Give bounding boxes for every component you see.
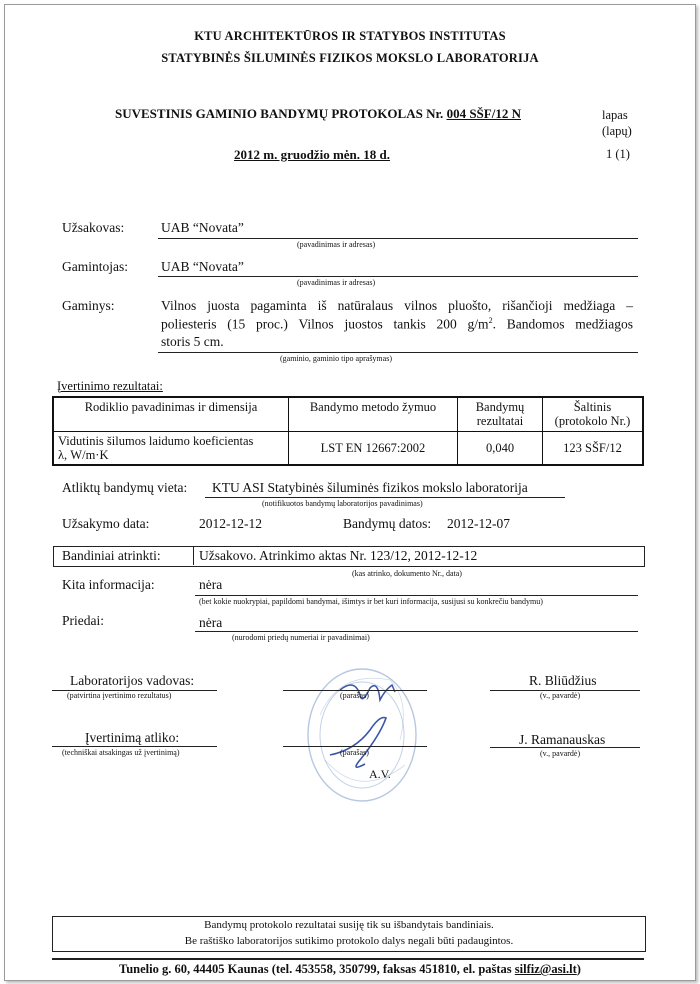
client-caption: (pavadinimas ir adresas) [297,240,376,249]
results-title: Įvertinimo rezultatai: [57,379,163,393]
performer-name: J. Ramanauskas [519,732,606,747]
header-result-line1: Bandymų [475,400,525,414]
test-dates-label: Bandymų datos: [343,516,432,531]
results-header-row [53,397,643,432]
performer-signature-line [283,746,427,747]
test-dates-value: 2012-12-07 [447,516,510,531]
cell-result: 0,040 [458,432,543,466]
footer-email[interactable]: silfiz@asi.lt [514,962,577,976]
client-label: Užsakovas: [62,220,125,235]
other-info-label: Kita informacija: [62,577,155,592]
header-indicator-text: Rodiklio pavadinimas ir dimensija [84,400,258,414]
header-method [289,397,458,432]
other-info-line [195,595,638,596]
sampling-value: Užsakovo. Atrinkimo aktas Nr. 123/12, 2012-12-12 [199,548,478,563]
head-caption: (patvirtina įvertinimo rezultatus) [67,691,172,700]
header-source [543,397,644,432]
notice-line-2: Be raštiško laboratorijos sutikimo protokolo dalys negali būti padaugintos. [184,935,514,947]
sampling-caption: (kas atrinko, dokumento Nr., data) [352,569,462,578]
product-caption: (gaminio, gaminio tipo aprašymas) [280,354,392,363]
protocol-title [115,106,521,122]
client-value: UAB “Novata” [161,220,244,235]
attachments-line [195,631,638,632]
manufacturer-value: UAB “Novata” [161,259,244,274]
performer-sign-caption: (parašas) [340,748,369,757]
institute-name: KTU ARCHITEKTŪROS IR STATYBOS INSTITUTAS [194,29,506,43]
order-date-label: Užsakymo data: [62,516,150,531]
product-line-2b: . Bandomos medžiagos [492,316,633,332]
other-info-caption: (bet kokie nuokrypiai, papildomi bandymai, išimtys ir bet kuri informacija, susijusi su konkrečiu bandymu) [199,597,543,606]
pages-label: (lapų) [602,124,632,138]
results-row [53,432,643,466]
performer-caption: (techniškai atsakingas už įvertinimą) [62,748,180,757]
head-name-caption: (v., pavardė) [540,691,581,700]
manufacturer-caption: (pavadinimas ir adresas) [297,278,376,287]
stamp-place-mark: A.V. [369,767,391,781]
attachments-caption: (nurodomi priedų numeriai ir pavadinimai) [232,633,370,642]
header-method-text: Bandymo metodo žymuo [309,400,437,414]
header-source-line2: (protokolo Nr.) [554,414,631,428]
sampling-divider [193,546,194,565]
cell-method: LST EN 12667:2002 [289,432,458,466]
attachments-value: nėra [199,615,223,630]
manufacturer-label: Gamintojas: [62,259,128,274]
official-stamp [300,660,430,810]
product-line-3: storis 5 cm. [161,334,224,349]
product-label: Gaminys: [62,298,115,313]
notice-line-1: Bandymų protokolo rezultatai susiję tik su išbandytais bandiniais. [204,919,494,931]
product-line-2a: poliesteris (15 proc.) Vilnos juostos tankis 200 g/m [161,316,489,332]
results-table [52,396,644,466]
other-info-value: nėra [199,577,223,592]
header-indicator [53,397,289,432]
head-name: R. Bliūdžius [529,673,597,688]
header-result-line2: rezultatai [476,414,524,428]
footer-address-text: Tunelio g. 60, 44405 Kaunas (tel. 453558, 350799, faksas 451810, el. paštas [119,962,515,976]
product-density-exponent: 2 [488,316,493,325]
test-place-value: KTU ASI Statybinės šiluminės fizikos mokslo laboratorija [212,480,528,495]
notice-box [52,916,646,952]
footer-address [0,962,700,977]
protocol-title-prefix: SUVESTINIS GAMINIO BANDYMŲ PROTOKOLAS Nr. [115,106,444,121]
header-source-line1: Šaltinis [573,400,612,414]
laboratory-name: STATYBINĖS ŠILUMINĖS FIZIKOS MOKSLO LABORATORIJA [161,51,539,65]
page-value: 1 (1) [606,147,630,161]
cell-indicator-line1: Vidutinis šilumos laidumo koeficientas [58,434,254,448]
head-sign-caption: (parašas) [340,691,369,700]
header-result [458,397,543,432]
manufacturer-line [158,276,638,277]
cell-source: 123 SŠF/12 [543,432,644,466]
product-line [158,352,638,353]
performer-name-line [490,747,640,748]
sampling-label: Bandiniai atrinkti: [62,548,161,563]
client-line [158,238,638,239]
test-place-line [205,497,565,498]
protocol-date: 2012 m. gruodžio mėn. 18 d. [234,147,390,162]
performer-label: Įvertinimą atliko: [85,730,180,745]
product-line-2 [161,316,633,333]
footer-rule [52,958,644,960]
page-label: lapas [602,108,628,122]
attachments-label: Priedai: [62,613,104,628]
order-date-value: 2012-12-12 [199,516,262,531]
cell-indicator-line2: λ, W/m·K [58,448,109,462]
test-place-label: Atliktų bandymų vieta: [62,480,188,495]
head-label: Laboratorijos vadovas: [70,673,195,688]
performer-signature-scribble [330,718,386,768]
cell-indicator [53,432,289,466]
product-line-1: Vilnos juosta pagaminta iš natūralaus vilnos pluošto, rišančioji medžiaga – [161,298,633,313]
performer-label-line [52,746,217,747]
performer-name-caption: (v., pavardė) [540,749,581,758]
footer-close-paren: ) [576,962,581,976]
test-place-caption: (notifikuotos bandymų laboratorijos pavadinimas) [262,499,423,508]
protocol-number: 004 SŠF/12 N [446,106,521,121]
